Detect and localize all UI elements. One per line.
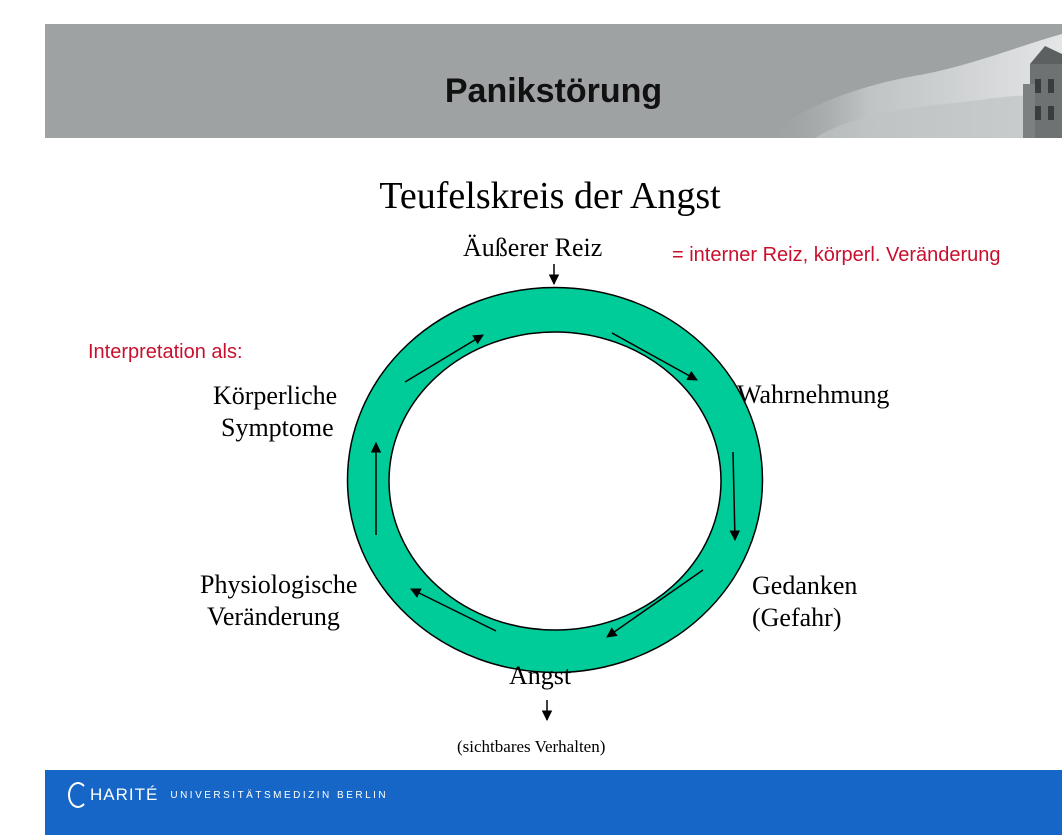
interpretation-note: Interpretation als: [88, 341, 243, 363]
slide-title: Teufelskreis der Angst [379, 175, 721, 217]
page-title: Panikstörung [444, 72, 663, 110]
anxiety-label: Angst [509, 661, 572, 690]
physiological-label-change: Veränderung [207, 602, 340, 631]
logo-subtitle: UNIVERSITÄTSMEDIZIN BERLIN [170, 789, 389, 801]
logo-c-icon [68, 782, 88, 808]
logo-name: HARITÉ [90, 785, 159, 804]
thoughts-label: Gedanken [752, 571, 858, 600]
cycle-ring-inner [389, 332, 721, 630]
external-stimulus-label: Äußerer Reiz [463, 233, 603, 262]
thoughts-label-danger: (Gefahr) [752, 603, 842, 632]
symptoms-label-line2: Symptome [221, 413, 334, 442]
symptoms-label: Körperliche [213, 381, 338, 410]
physiological-label: Physiologische [200, 570, 358, 599]
perception-label: Wahrnehmung [737, 380, 890, 409]
charite-logo [68, 782, 388, 808]
internal-stimulus-note: = interner Reiz, körperl. Veränderung [672, 244, 1001, 266]
visible-behavior-label: (sichtbares Verhalten) [457, 737, 606, 756]
